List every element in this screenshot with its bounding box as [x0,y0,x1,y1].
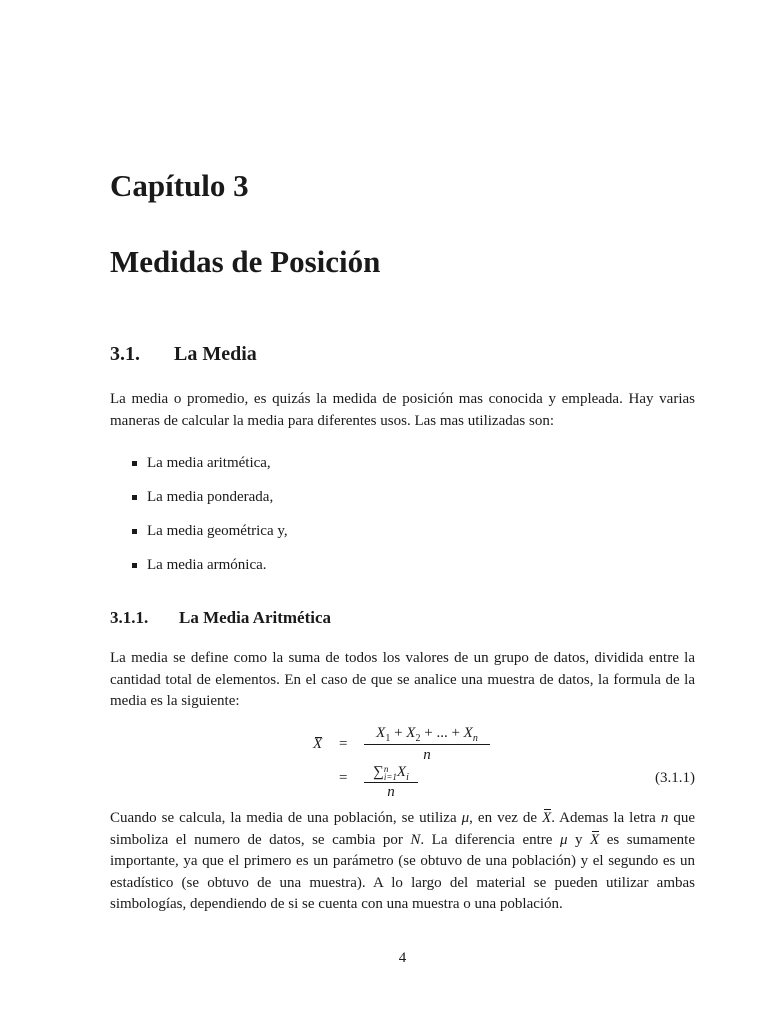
sum-fraction [364,722,490,763]
chapter-title: Medidas de Posición [110,244,381,279]
section-heading [110,343,257,366]
definition-paragraph: La media se define como la suma de todos los valores de un grupo de datos, dividida entre la cantidad total de elementos. En el caso de que se analice una muestra de datos, la formula de la media es la siguiente: [110,650,695,709]
x-bar-symbol: X [590,830,599,852]
fraction-denominator: n [423,747,431,763]
sigma-fraction [364,762,418,799]
x-bar-symbol: X [542,808,551,830]
mean-types-list [132,453,288,589]
chapter-label: Capítulo 3 [110,168,249,203]
document-page [110,0,695,1024]
equation-number: (3.1.1) [655,770,695,786]
section-number: 3.1. [110,343,140,365]
list-item: La media aritmética, [132,453,288,487]
subsection-number: 3.1.1. [110,608,149,627]
bullet-square-icon [132,495,137,500]
list-item: La media geométrica y, [132,521,288,555]
big-n-symbol: N [410,831,421,848]
list-item: La media ponderada, [132,487,288,521]
equals-sign: = [339,770,348,786]
section-intro-paragraph: La media o promedio, es quizás la medida de posición mas conocida y empleada. Hay varias maneras de calcular la media para diferentes usos. Las mas utilizadas son: [110,391,695,429]
bullet-square-icon [132,529,137,534]
n-symbol: n [660,810,669,826]
mean-equation [110,722,695,798]
subsection-title: La Media Aritmética [179,608,332,627]
fraction-numerator: $X_1 + X_2$ + ... + $X_n$ [364,722,490,745]
mu-symbol: μ [559,831,568,848]
list-item: La media armónica. [132,555,288,589]
page-number: 4 [398,950,407,966]
x-bar-symbol: X [313,736,323,752]
fraction-numerator: ∑ n i=1 $X_i$ [364,762,418,783]
population-paragraph: Cuando se calcula, la media de una población, se utiliza μ, en vez de X. Ademas la letra n que simboliza el numero de datos, se cambia por N. La diferencia entre μ y X es sumamente importante, ya que el primero es un parámetro (se obtuvo de una población) y el segundo es un estadístico (se obtuvo de una muestra). A lo largo del material se pueden utilizar ambas simbologías, dependiendo de si se cuenta con una muestra o una población. [110,810,696,912]
sigma-icon: ∑ [373,764,384,780]
fraction-denominator: n [387,784,395,800]
mu-symbol: μ [461,810,470,826]
bullet-square-icon [132,461,137,466]
equals-sign: = [339,736,348,752]
subsection-heading [110,608,331,628]
bullet-square-icon [132,563,137,568]
section-title: La Media [174,343,257,365]
